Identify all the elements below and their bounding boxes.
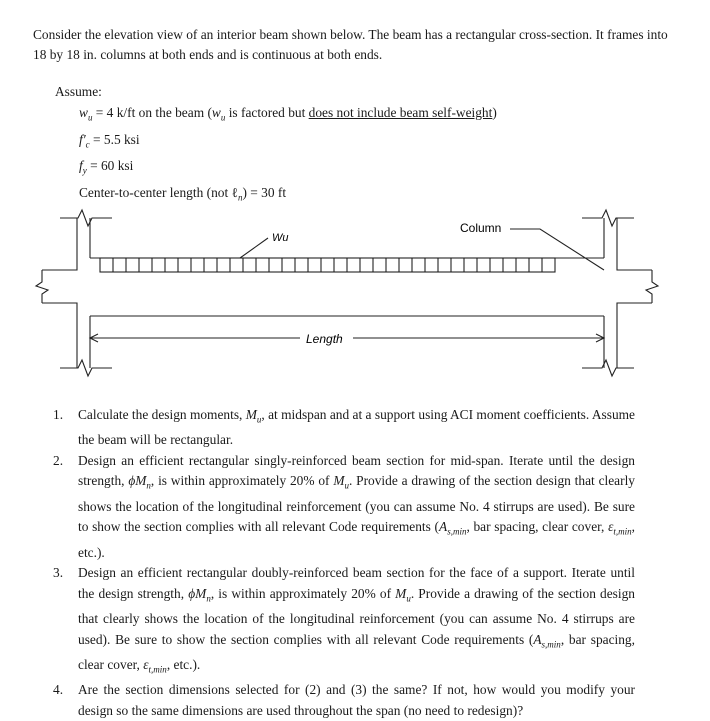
distributed-load	[100, 258, 555, 272]
load-label: Wu	[272, 232, 289, 244]
assume-heading: Assume:	[55, 84, 102, 99]
intro-paragraph: Consider the elevation view of an interior beam shown below. The beam has a rectangular cross-section. It frames into 18 by 18 in. columns at both ends and is continuous at both ends.	[33, 27, 668, 62]
right-column	[604, 218, 652, 368]
column-label: Column	[460, 221, 502, 235]
right-beam-break	[646, 270, 658, 303]
right-column-bottom-break	[582, 360, 634, 376]
left-column-top-break	[60, 210, 112, 226]
left-beam-break	[36, 270, 48, 303]
fy-line: $f_y = 60$ ksi	[79, 158, 134, 177]
left-column	[42, 218, 90, 368]
wu-leader	[240, 238, 268, 258]
fc-line: $f'_c = 5.5$ ksi	[79, 131, 140, 150]
wu-line: $w_u = 4$ k/ft on the beam ($w_u$ is factored but does not include beam self-weight)	[79, 105, 497, 123]
question-1: 1. Calculate the design moments, $M_u$, at midspan and at a support using ACI moment coefficients. Assume the beam will be rectangular.	[53, 407, 635, 448]
question-4: 4. Are the section dimensions selected for (2) and (3) the same? If not, how would you modify your design so the same dimensions are used throughout the span (no need to redesign)?	[53, 682, 635, 718]
left-column-bottom-break	[60, 360, 112, 376]
length-line: Center-to-center length (not ℓ$_n$) = 30 ft	[79, 185, 287, 203]
questions-list	[53, 405, 635, 721]
length-label: Length	[306, 332, 343, 346]
column-leader	[510, 229, 604, 270]
beam-elevation-figure	[0, 198, 710, 388]
question-3: 3. Design an efficient rectangular doubly-reinforced beam section for the face of a support. Iterate until the design strength, $\phi M_n$, is within approximately 20% of $M_u$. Provide a drawing of the section design that clearly shows the location of the longitudinal reinforcement (you can assume No. 4 stirrups are used). Be sure to show the section complies with all relevant Code requirements ($A_{s,min}$, bar spacing, clear cover, $\varepsilon_{t,min}$, etc.).	[53, 565, 635, 675]
question-2: 2. Design an efficient rectangular singly-reinforced beam section for mid-span. Iterate until the design strength, $\phi M_n$, is within approximately 20% of $M_u$. Provide a drawing of the section design that clearly shows the location of the longitudinal reinforcement (you can assume No. 4 stirrups are used). Be sure to show the section complies with all relevant Code requirements ($A_{s,min}$, bar spacing, clear cover, $\varepsilon_{t,min}$, etc.).	[53, 452, 635, 560]
right-column-top-break	[582, 210, 634, 226]
assumptions	[55, 81, 497, 209]
beam-elevation-drawing	[0, 198, 710, 388]
